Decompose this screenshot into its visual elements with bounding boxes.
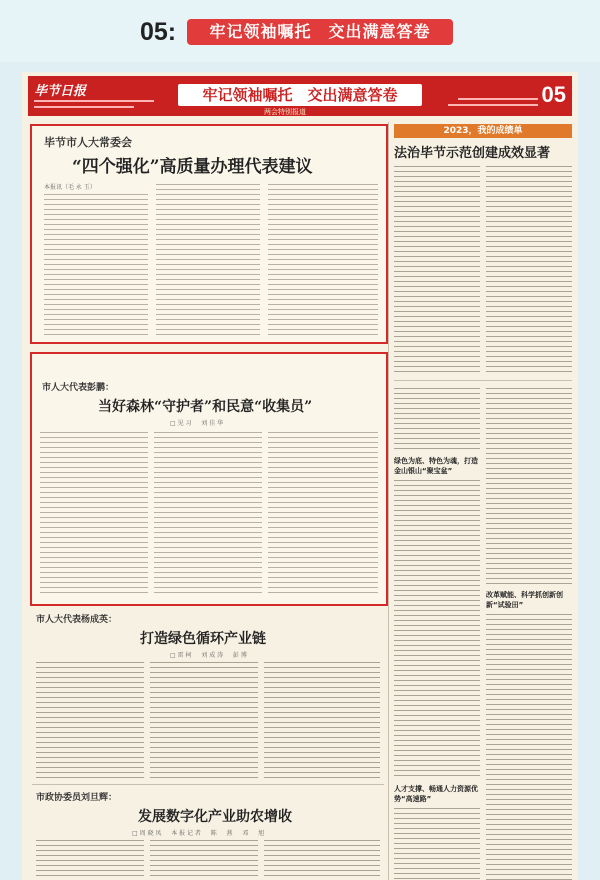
right-subhead-1: 绿色为底、特色为魂，打造金山银山“聚宝盆”	[394, 457, 478, 475]
right-subhead-3: 人才支撑、畅通人力资源优势“高速路”	[394, 785, 478, 803]
story2-byline: □ 见 习 刘 佳 华	[170, 420, 224, 427]
right-top-text-col1	[394, 164, 480, 374]
story1-byline: 本报讯（毛 永 玉）	[44, 184, 96, 191]
newspaper-page	[22, 72, 578, 880]
story2-text-col3	[268, 430, 378, 596]
right-text-col1b	[394, 806, 480, 880]
story2-text-col1	[40, 430, 148, 596]
divider	[394, 380, 572, 381]
story1-text-col3	[268, 182, 378, 336]
story4-kicker: 市政协委员刘旦辉：	[36, 793, 118, 803]
masthead	[28, 76, 572, 116]
story1-box	[30, 124, 388, 344]
story3-text-col1	[36, 660, 144, 778]
right-banner: 2023，我的成绩单	[394, 124, 572, 138]
story3-text-col3	[264, 660, 380, 778]
story4-byline: □ 周 晓 凤 本 报 记 者 陈 燕 邓 旭	[132, 830, 265, 837]
story2-text-col2	[154, 430, 262, 596]
right-subhead-2: 改革赋能、科学抓创新创新“试验田”	[486, 591, 563, 609]
masthead-slogan: 牢记领袖嘱托 交出满意答卷	[178, 84, 422, 106]
story2-headline: 当好森林“守护者”和民意“收集员”	[98, 399, 313, 415]
story1-kicker: 毕节市人大常委会	[44, 136, 132, 149]
story3-byline: □ 雷 柯 刘 成 涛 彭 博	[170, 652, 247, 659]
right-text-col2	[486, 386, 572, 586]
page-number: 05	[541, 82, 566, 107]
masthead-subtitle: 两会特别报道	[264, 108, 306, 116]
story4-text-col1	[36, 838, 144, 880]
right-headline: 法治毕节示范创建成效显著	[394, 146, 551, 161]
masthead-date-line	[458, 98, 538, 100]
story3-headline: 打造绿色循环产业链	[140, 631, 266, 647]
banner-title: 牢记领袖嘱托 交出满意答卷	[187, 19, 453, 45]
story2-kicker: 市人大代表彭鹏：	[42, 383, 115, 393]
story4-text-col2	[150, 838, 258, 880]
story1-text-col1	[44, 192, 148, 336]
story2-box	[30, 352, 388, 606]
right-text-col1	[394, 478, 480, 778]
banner-number: 05:	[140, 18, 177, 46]
masthead-date-line	[448, 104, 538, 106]
masthead-info-line	[34, 106, 134, 108]
story1-headline: “四个强化”高质量办理代表建议	[72, 157, 313, 177]
story1-text-col2	[156, 182, 260, 336]
story3-text-col2	[150, 660, 258, 778]
story4-text-col3	[264, 838, 380, 880]
top-banner	[0, 0, 600, 62]
story3-kicker: 市人大代表杨成英：	[36, 615, 118, 625]
column-divider	[388, 122, 389, 880]
story4-headline: 发展数字化产业助农增收	[138, 809, 292, 825]
divider	[32, 784, 384, 785]
right-top-text-col2	[486, 164, 572, 374]
right-text-block	[394, 386, 480, 452]
masthead-info-line	[34, 100, 154, 102]
right-text-col2b	[486, 612, 572, 880]
newspaper-logo: 毕节日报	[34, 84, 87, 99]
